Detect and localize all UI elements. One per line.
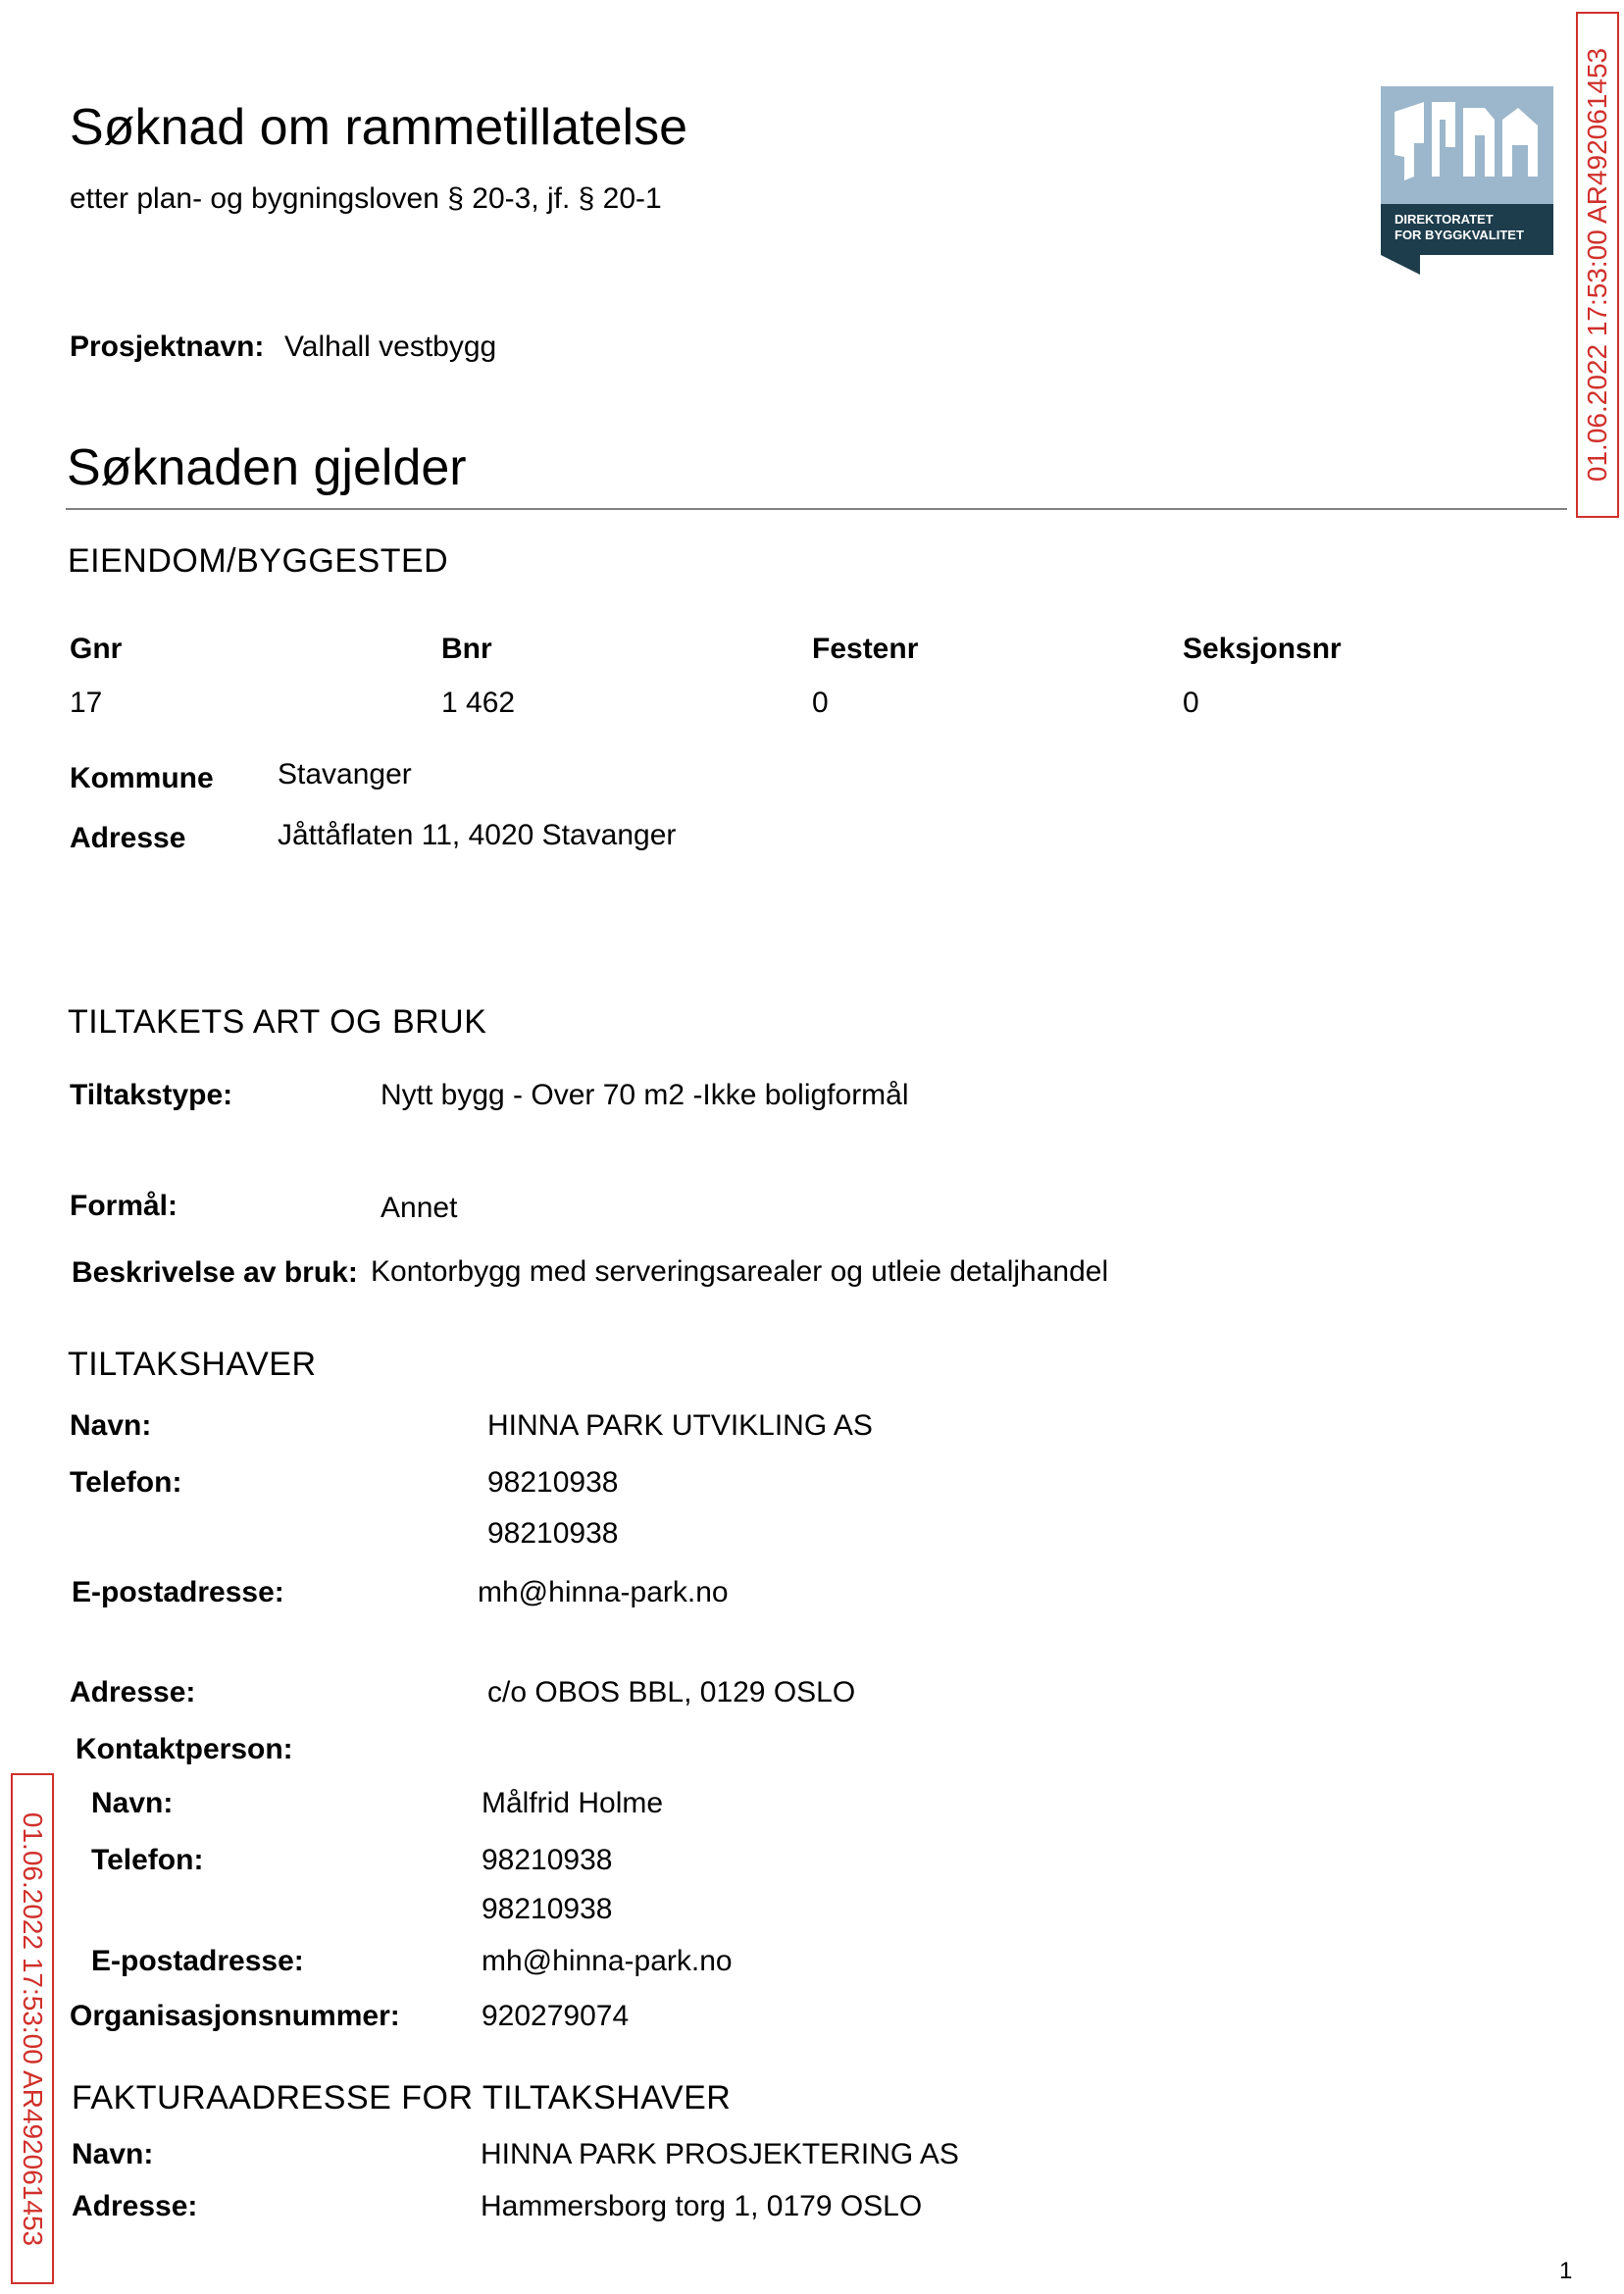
kommune-value: Stavanger — [278, 758, 412, 790]
logo-line2: FOR BYGGKVALITET — [1395, 228, 1524, 242]
measure-type-value: Nytt bygg - Over 70 m2 -Ikke boligformål — [381, 1079, 909, 1111]
contact-email-label: E-postadresse: — [91, 1945, 304, 1977]
owner-address-value: c/o OBOS BBL, 0129 OSLO — [487, 1676, 856, 1708]
billing-address-label: Adresse: — [72, 2190, 198, 2222]
seksjonsnr-value: 0 — [1183, 687, 1199, 719]
contact-phone-label: Telefon: — [91, 1844, 204, 1876]
dibk-logo — [1381, 86, 1553, 275]
contact-person-label: Kontaktperson: — [76, 1733, 293, 1765]
org-number-value: 920279074 — [482, 2000, 630, 2032]
page-subtitle: etter plan- og bygningsloven § 20-3, jf. § 20-1 — [70, 182, 662, 215]
kommune-label: Kommune — [70, 762, 214, 794]
festenr-value: 0 — [812, 687, 829, 719]
purpose-value: Annet — [381, 1192, 458, 1224]
use-description-label: Beskrivelse av bruk: — [72, 1256, 358, 1289]
billing-address-value: Hammersborg torg 1, 0179 OSLO — [481, 2190, 923, 2222]
billing-heading: FAKTURAADRESSE FOR TILTAKSHAVER — [72, 2079, 732, 2116]
owner-phone-label: Telefon: — [70, 1466, 182, 1499]
contact-name-label: Navn: — [91, 1787, 174, 1819]
contact-email-value: mh@hinna-park.no — [482, 1945, 733, 1977]
applies-heading: Søknaden gjelder — [67, 439, 467, 496]
org-number-label: Organisasjonsnummer: — [70, 2000, 400, 2032]
gnr-label: Gnr — [70, 633, 123, 665]
project-name-value: Valhall vestbygg — [284, 331, 497, 363]
owner-email-value: mh@hinna-park.no — [478, 1576, 729, 1608]
bnr-value: 1 462 — [441, 687, 516, 719]
timestamp-stamp-text: 01.06.2022 17:53:00 AR492061453 — [18, 1811, 49, 2246]
contact-phone-value: 98210938 — [482, 1844, 613, 1876]
festenr-label: Festenr — [812, 633, 919, 665]
measure-type-label: Tiltakstype: — [70, 1079, 233, 1111]
page-title: Søknad om rammetillatelse — [70, 99, 687, 156]
owner-email-label: E-postadresse: — [72, 1576, 284, 1608]
timestamp-stamp-top — [1576, 12, 1619, 518]
project-name-label: Prosjektnavn: — [70, 331, 265, 363]
timestamp-stamp-bottom — [11, 1773, 54, 2284]
contact-phone-value-2: 98210938 — [482, 1893, 613, 1925]
owner-phone-value-2: 98210938 — [487, 1517, 619, 1550]
owner-phone-value: 98210938 — [487, 1466, 619, 1499]
owner-name-value: HINNA PARK UTVIKLING AS — [487, 1409, 873, 1442]
gnr-value: 17 — [70, 687, 103, 719]
contact-name-value: Målfrid Holme — [482, 1787, 664, 1819]
measure-heading: TILTAKETS ART OG BRUK — [68, 1003, 487, 1041]
purpose-label: Formål: — [70, 1190, 178, 1222]
adresse-label: Adresse — [70, 822, 186, 854]
owner-address-label: Adresse: — [70, 1676, 196, 1708]
timestamp-stamp-text: 01.06.2022 17:53:00 AR492061453 — [1582, 47, 1613, 483]
owner-name-label: Navn: — [70, 1409, 152, 1442]
billing-name-label: Navn: — [72, 2138, 154, 2170]
seksjonsnr-label: Seksjonsnr — [1183, 633, 1342, 665]
adresse-value: Jåttåflaten 11, 4020 Stavanger — [278, 819, 677, 851]
property-heading: EIENDOM/BYGGESTED — [68, 542, 449, 580]
logo-line1: DIREKTORATET — [1395, 212, 1494, 227]
bnr-label: Bnr — [441, 633, 492, 665]
heading-divider — [66, 508, 1567, 510]
owner-heading: TILTAKSHAVER — [68, 1346, 317, 1383]
use-description-value: Kontorbygg med serveringsarealer og utleie detaljhandel — [371, 1255, 1109, 1288]
billing-name-value: HINNA PARK PROSJEKTERING AS — [481, 2138, 959, 2170]
page-number: 1 — [1559, 2258, 1573, 2284]
